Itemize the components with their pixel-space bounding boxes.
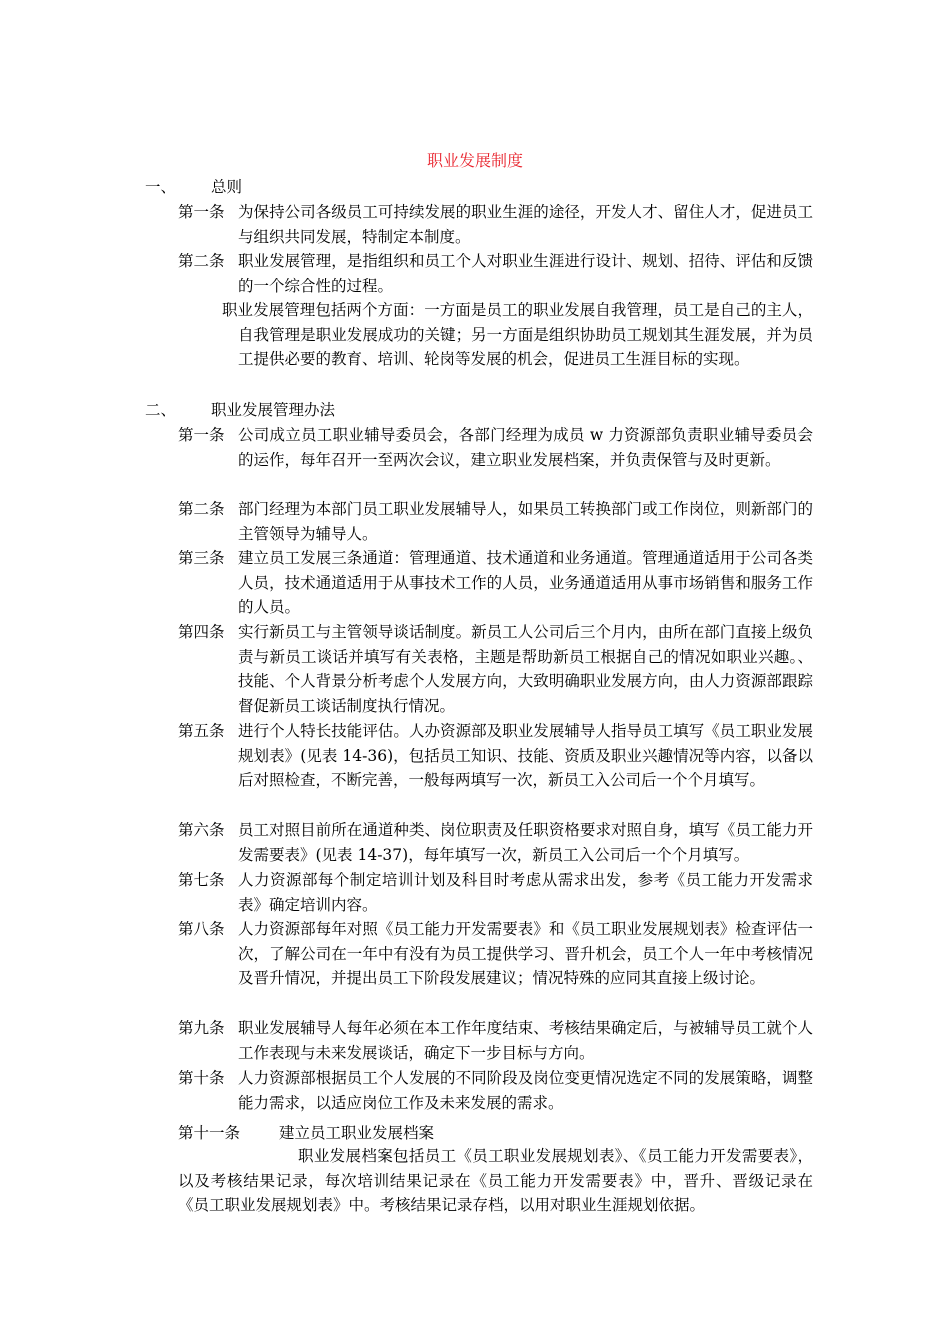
article-text: 员工对照目前所在通道种类、岗位职责及任职资格要求对照自身，填写《员工能力开发需要表》(见表 14-37)，每年填写一次，新员工入公司后一个个月填写。 — [238, 821, 813, 864]
article-label: 第九条 — [178, 1019, 225, 1037]
article — [178, 917, 813, 991]
article — [178, 546, 813, 620]
article-11 — [178, 1122, 434, 1144]
article — [178, 868, 813, 917]
article-label: 第十一条 — [178, 1124, 241, 1142]
article-text: 职业发展辅导人每年必须在本工作年度结束、考核结果确定后，与被辅导员工就个人工作表现与未来发展谈话，确定下一步目标与方向。 — [238, 1019, 813, 1062]
article-text: 为保持公司各级员工可持续发展的职业生涯的途径，开发人才、留住人才，促进员工与组织共同发展，特制定本制度。 — [238, 203, 813, 246]
article — [178, 249, 813, 298]
document-title: 职业发展制度 — [426, 151, 523, 170]
article — [178, 200, 813, 249]
article-text: 部门经理为本部门员工职业发展辅导人，如果员工转换部门或工作岗位，则新部门的主管领导为辅导人。 — [238, 500, 813, 543]
article-text: 实行新员工与主管领导谈话制度。新员工人公司后三个月内，由所在部门直接上级负责与新员工谈话并填写有关表格，主题是帮助新员工根据自己的情况如职业兴趣。、技能、个人背景分析考虑个人发展方向，大致明确职业发展方向，由人力资源部跟踪督促新员工谈话制度执行情况。 — [238, 623, 813, 715]
article-text: 人力资源部每个制定培训计划及科目时考虑从需求出发，参考《员工能力开发需求表》确定培训内容。 — [238, 871, 813, 914]
article-heading: 建立员工职业发展档案 — [279, 1124, 435, 1142]
article — [178, 1066, 813, 1115]
article-label: 第二条 — [178, 252, 225, 270]
article-text: 职业发展管理，是指组织和员工个人对职业生涯进行设计、规划、招待、评估和反馈的一个综合性的过程。 — [238, 252, 813, 295]
article-label: 第一条 — [178, 203, 225, 221]
article — [178, 1016, 813, 1065]
article-text: 进行个人特长技能评估。人办资源部及职业发展辅导人指导员工填写《员工职业发展规划表》(见表 14-36)，包括员工知识、技能、资质及职业兴趣情况等内容，以备以后对照检查，不断完善，一般每两填写一次，新员工入公司后一个个月填写。 — [238, 722, 813, 789]
section-number: 一、 — [145, 178, 177, 196]
article-label: 第六条 — [178, 821, 225, 839]
article — [178, 497, 813, 546]
article-label: 第五条 — [178, 722, 225, 740]
article-label: 第四条 — [178, 623, 225, 641]
section-number: 二、 — [145, 401, 177, 419]
section-heading-general — [145, 176, 242, 198]
article-label: 第三条 — [178, 549, 225, 567]
section-title: 总则 — [211, 178, 243, 196]
section-title: 职业发展管理办法 — [211, 401, 336, 419]
body-paragraph: 职业发展档案包括员工《员工职业发展规划表》、《员工能力开发需要表》，以及考核结果记录，每次培训结果记录在《员工能力开发需要表》中，晋升、晋级记录在《员工职业发展规划表》中。考核结果记录存档，以用对职业生涯规划依据。 — [178, 1147, 813, 1214]
article — [178, 719, 813, 793]
article-label: 第七条 — [178, 871, 225, 889]
article — [178, 423, 813, 472]
section-heading-methods — [145, 399, 335, 421]
article — [178, 620, 813, 718]
article-label: 第一条 — [178, 426, 225, 444]
body-paragraph: 职业发展管理包括两个方面：一方面是员工的职业发展自我管理，员工是自己的主人，自我管理是职业发展成功的关键；另一方面是组织协助员工规划其生涯发展，并为员工提供必要的教育、培训、轮岗等发展的机会，促进员工生涯目标的实现。 — [222, 301, 813, 368]
article-text: 建立员工发展三条通道：管理通道、技术通道和业务通道。管理通道适用于公司各类人员，技术通道适用于从事技术工作的人员，业务通道适用从事市场销售和服务工作的人员。 — [238, 549, 813, 616]
article-text: 人力资源部根据员工个人发展的不同阶段及岗位变更情况选定不同的发展策略，调整能力需求，以适应岗位工作及未来发展的需求。 — [238, 1069, 813, 1112]
article-label: 第八条 — [178, 920, 225, 938]
article-label: 第二条 — [178, 500, 225, 518]
article — [178, 818, 813, 867]
article-text: 公司成立员工职业辅导委员会，各部门经理为成员 w 力资源部负责职业辅导委员会的运作，每年召开一至两次会议，建立职业发展档案，并负责保管与及时更新。 — [238, 426, 813, 469]
article-label: 第十条 — [178, 1069, 225, 1087]
article-text: 人力资源部每年对照《员工能力开发需要表》和《员工职业发展规划表》检查评估一次，了解公司在一年中有没有为员工提供学习、晋升机会，员工个人一年中考核情况及晋升情况，并提出员工下阶段发展建议；情况特殊的应同其直接上级讨论。 — [238, 920, 813, 987]
